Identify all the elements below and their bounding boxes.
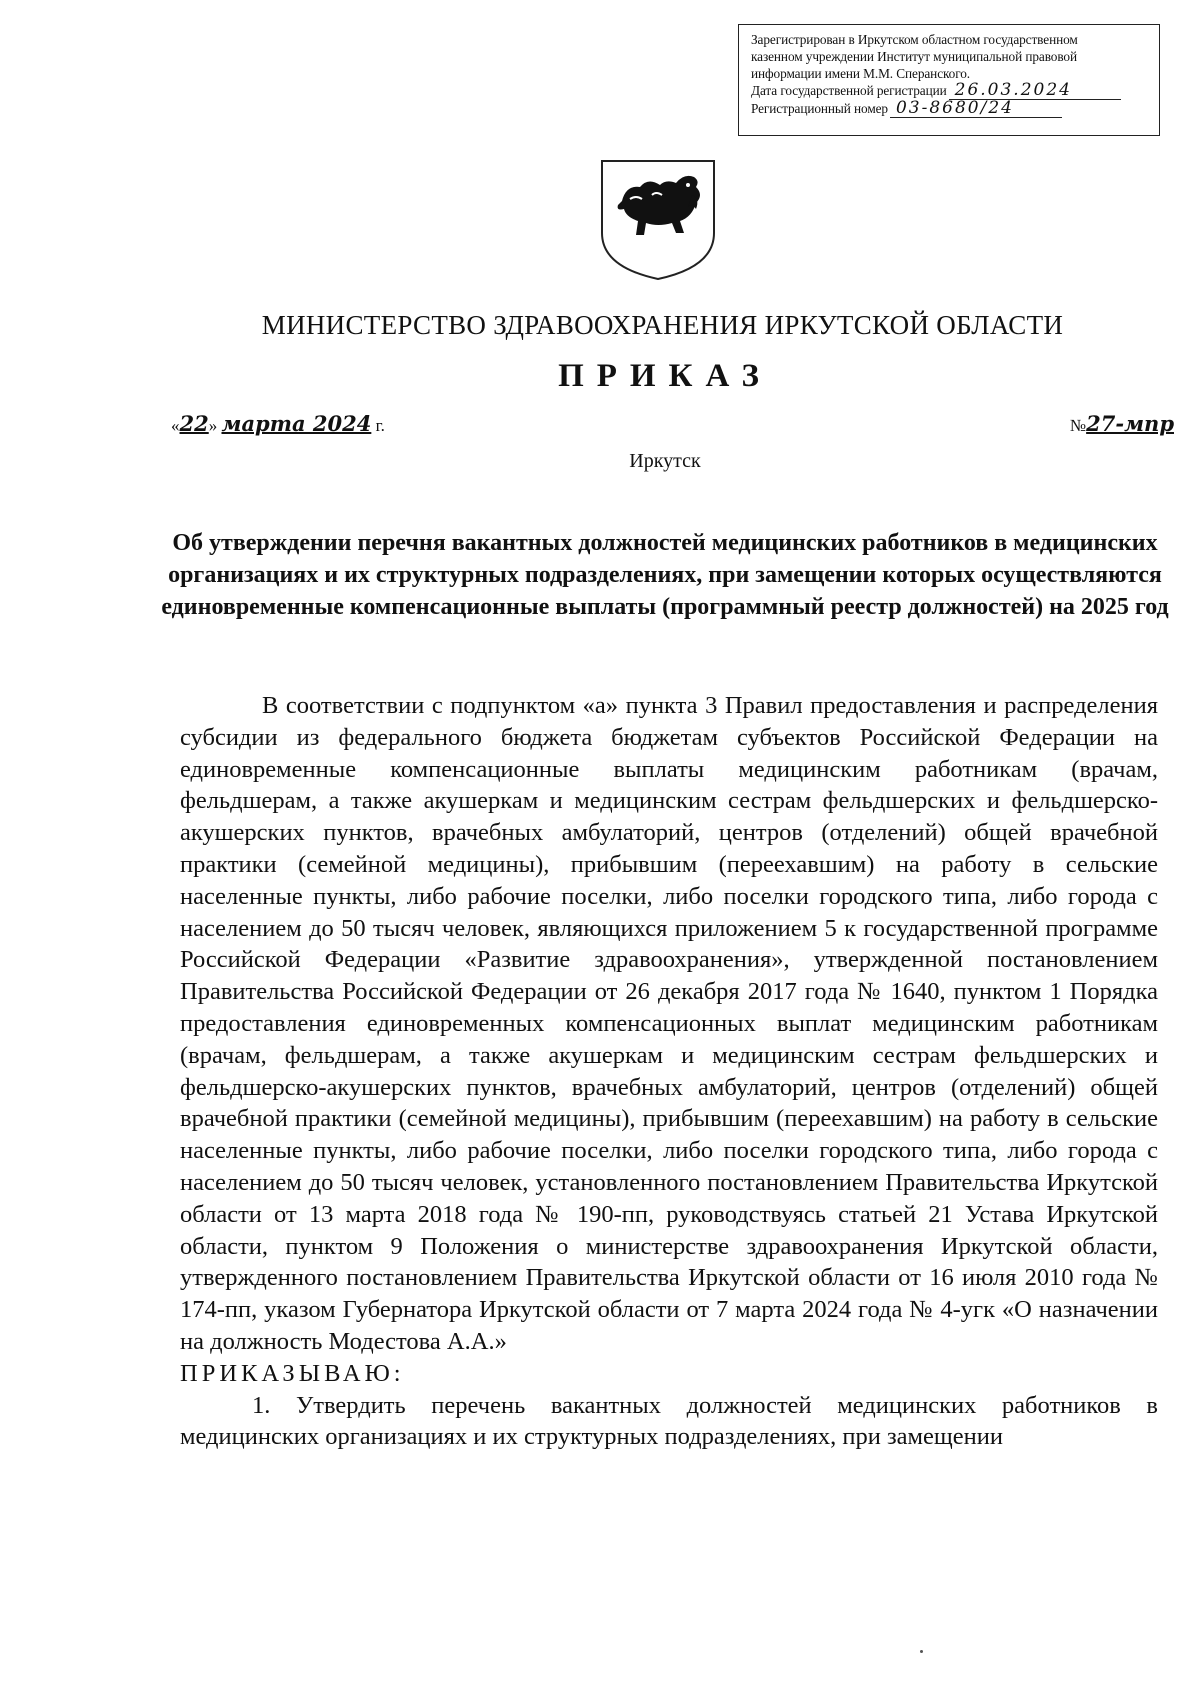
registration-stamp	[738, 24, 1160, 136]
date-day: 22	[179, 411, 209, 436]
date-month-year: марта 2024	[221, 411, 372, 436]
order-date	[171, 411, 385, 436]
stamp-date-value: 26.03.2024	[949, 82, 1121, 100]
stamp-line: информации имени М.М. Сперанского.	[751, 66, 971, 81]
date-suffix: г.	[375, 416, 385, 435]
stamp-number-value: 03-8680/24	[890, 100, 1062, 118]
ministry-name: МИНИСТЕРСТВО ЗДРАВООХРАНЕНИЯ ИРКУТСКОЙ ОБЛАСТИ	[261, 310, 1064, 340]
number-label: №	[1069, 416, 1087, 435]
stamp-date-label: Дата государственной регистрации	[751, 83, 947, 98]
date-open-quote: «	[171, 416, 180, 435]
preamble-paragraph: В соответствии с подпунктом «а» пункта 3 Правил предоставления и распределения субсидии из федерального бюджета бюджетам субъектов Российской Федерации на единовременные компенсационные выплаты медицинским работникам (врачам, фельдшерам, а также акушеркам и медицинским сестрам фельдшерских и фельдшерско-акушерских пунктов, врачебных амбулаторий, центров (отделений) общей врачебной практики (семейной медицины), прибывшим (переехавшим) на работу в сельские населенные пункты, либо рабочие поселки, либо поселки городского типа, либо города с населением до 50 тысяч человек, являющихся приложением 5 к государственной программе Российской Федерации «Развитие здравоохранения», утвержденной постановлением Правительства Российской Федерации от 26 декабря 2017 года № 1640, пунктом 1 Порядка предоставления единовременных компенсационных выплат медицинским работникам (врачам, фельдшерам, а также акушеркам и медицинским сестрам фельдшерских и фельдшерско-акушерских пунктов, врачебных амбулаторий, центров (отделений) общей врачебной практики (семейной медицины), прибывшим (переехавшим) на работу в сельские населенные пункты, либо рабочие поселки, либо поселки городского типа, либо города с населением до 50 тысяч человек, установленного постановлением Правительства Иркутской области от 13 марта 2018 года № 190-пп, руководствуясь статьей 21 Устава Иркутской области, пунктом 9 Положения о министерстве здравоохранения Иркутской области, утвержденного постановлением Правительства Иркутской области от 16 июля 2010 года № 174-пп, указом Губернатора Иркутской области от 7 марта 2024 года № 4-угк «О назначении на должность Модестова А.А.»	[180, 692, 1158, 1355]
number-value: 27-мпр	[1086, 411, 1174, 436]
stamp-line: Зарегистрирован в Иркутском областном государственном	[751, 32, 1078, 47]
stamp-number-row	[751, 100, 1151, 118]
document-type: ПРИКАЗ	[558, 358, 772, 394]
order-number	[1070, 411, 1174, 436]
decree-word: ПРИКАЗЫВАЮ:	[180, 1359, 405, 1387]
document-title: Об утверждении перечня вакантных должностей медицинских работников в медицинских организациях и их структурных подразделениях, при замещении которых осуществляются единовременные компенсационные выплаты (программный реестр должностей) на 2025 год	[161, 530, 1169, 620]
coat-of-arms-icon	[596, 155, 720, 283]
date-close-quote: »	[208, 416, 218, 435]
stamp-line: казенном учреждении Институт муниципальной правовой	[751, 49, 1077, 64]
item-1-paragraph: 1. Утвердить перечень вакантных должностей медицинских работников в медицинских организациях и их структурных подразделениях, при замещении	[180, 1391, 1158, 1451]
document-body	[180, 690, 1158, 1453]
stamp-number-label: Регистрационный номер	[751, 101, 888, 116]
scan-speck	[920, 1650, 923, 1653]
city: Иркутск	[629, 450, 701, 472]
